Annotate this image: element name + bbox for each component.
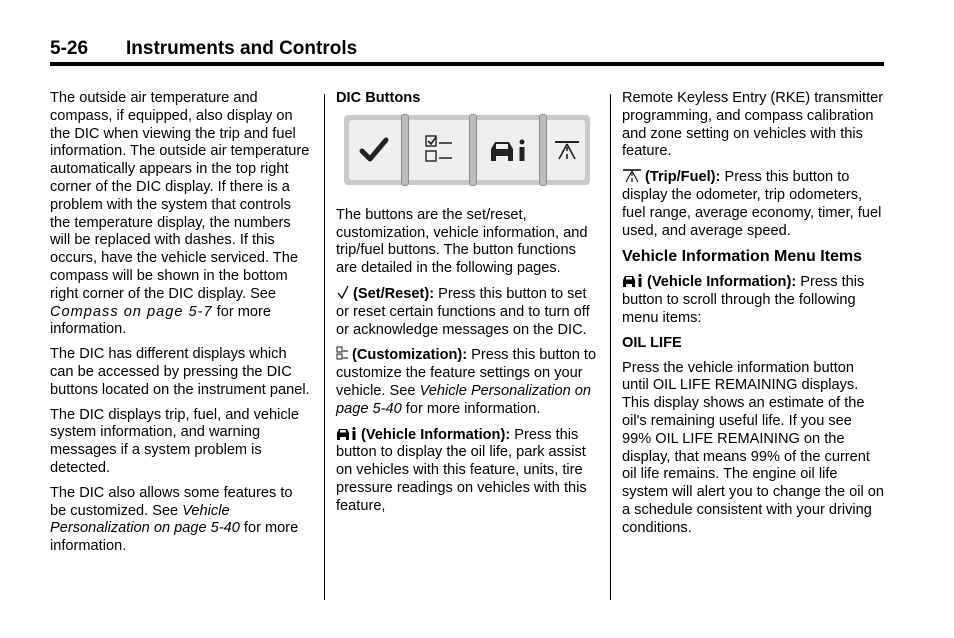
trip-fuel-button-figure bbox=[549, 120, 585, 180]
set-reset-label: (Set/Reset): bbox=[353, 285, 435, 302]
check-icon bbox=[336, 285, 350, 300]
text: The outside air temperature and compass, if equipped, also display on the DIC when viewing the trip and fuel information. The outside air temperature automatically appears in the top right corner of the DIC display. If there is a problem with the system that controls the temperature display, the numbers will be replaced with dashes. If this occurs, have the vehicle serviced. The compass will be shown in the bottom right corner of the DIC display. See bbox=[50, 90, 310, 302]
text: for more information. bbox=[50, 303, 271, 338]
text: for more information. bbox=[401, 400, 541, 417]
vehicle-info-button-figure bbox=[479, 120, 537, 180]
subheading-oil-life: OIL LIFE bbox=[622, 334, 682, 351]
text: for more information. bbox=[50, 520, 299, 555]
vehicle-info-label: (Vehicle Information): bbox=[361, 426, 511, 443]
vehicle-info-label: (Vehicle Information): bbox=[647, 274, 797, 291]
paragraph bbox=[622, 168, 884, 240]
paragraph bbox=[50, 90, 312, 339]
section-title: Instruments and Controls bbox=[126, 38, 358, 59]
header-rule bbox=[50, 62, 884, 66]
paragraph: The DIC displays trip, fuel, and vehicle system information, and warning messages if a system problem is detected. bbox=[50, 406, 300, 476]
text: The DIC also allows some features to be customized. See bbox=[50, 484, 293, 519]
trip-fuel-icon bbox=[553, 137, 581, 163]
vehicle-info-icon bbox=[622, 273, 644, 288]
check-icon bbox=[359, 137, 389, 163]
text: Press this button to customize the feature settings on your vehicle. See bbox=[336, 347, 597, 399]
text: Press this button to set or reset certain functions and to turn off or acknowledge messages on the DIC. bbox=[336, 285, 590, 338]
column-3 bbox=[622, 90, 884, 545]
cross-reference-link[interactable]: Vehicle Personalization on page 5-40 bbox=[50, 502, 240, 537]
dic-buttons-illustration bbox=[344, 115, 590, 185]
paragraph: The DIC has different displays which can be accessed by pressing the DIC buttons located on the instrument panel. bbox=[50, 346, 310, 398]
text: Press this button to display the odometer, trip odometers, fuel range, average economy, timer, fuel used, and average speed. bbox=[622, 169, 882, 239]
column-1 bbox=[50, 90, 312, 563]
page-number: 5-26 bbox=[50, 38, 89, 59]
customization-label: (Customization): bbox=[352, 347, 468, 364]
paragraph bbox=[336, 285, 598, 339]
paragraph bbox=[336, 426, 598, 516]
section-heading: Vehicle Information Menu Items bbox=[622, 248, 863, 266]
section-heading: DIC Buttons bbox=[336, 90, 421, 106]
cross-reference-link[interactable]: Compass on page 5-7 bbox=[50, 303, 213, 320]
customization-icon bbox=[424, 133, 454, 167]
paragraph: Press the vehicle information button until OIL LIFE REMAINING displays. This display shows an estimate of the oil's remaining useful life. If you see 99% OIL LIFE REMAINING on the display, that means 99% of the current oil life remains. The engine oil life system will alert you to change the oil on a schedule consistent with your driving conditions. bbox=[622, 359, 885, 536]
trip-fuel-icon bbox=[622, 168, 642, 183]
column-divider bbox=[324, 94, 325, 600]
trip-fuel-label: (Trip/Fuel): bbox=[645, 169, 721, 186]
vehicle-info-icon bbox=[488, 136, 528, 164]
text: Press this button to scroll through the following menu items: bbox=[622, 274, 865, 326]
paragraph: Remote Keyless Entry (RKE) transmitter programming, and compass calibration and zone setting on vehicles with this feature. bbox=[622, 90, 884, 160]
paragraph: The buttons are the set/reset, customization, vehicle information, and trip/fuel buttons. The button functions are detailed in the following pages. bbox=[336, 206, 588, 277]
text: Press this button to display the oil life, park assist on vehicles with this feature, units, tire pressure readings on vehicles with this feature, bbox=[336, 426, 587, 514]
column-divider bbox=[610, 94, 611, 600]
customization-icon bbox=[336, 346, 349, 361]
column-2 bbox=[336, 90, 598, 523]
cross-reference-link[interactable]: Vehicle Personalization on page 5-40 bbox=[336, 382, 592, 417]
set-reset-button-figure bbox=[349, 120, 399, 180]
customization-button-figure bbox=[411, 120, 467, 180]
paragraph bbox=[622, 273, 884, 327]
paragraph bbox=[336, 346, 598, 418]
vehicle-info-icon bbox=[336, 426, 358, 441]
paragraph bbox=[50, 485, 312, 556]
